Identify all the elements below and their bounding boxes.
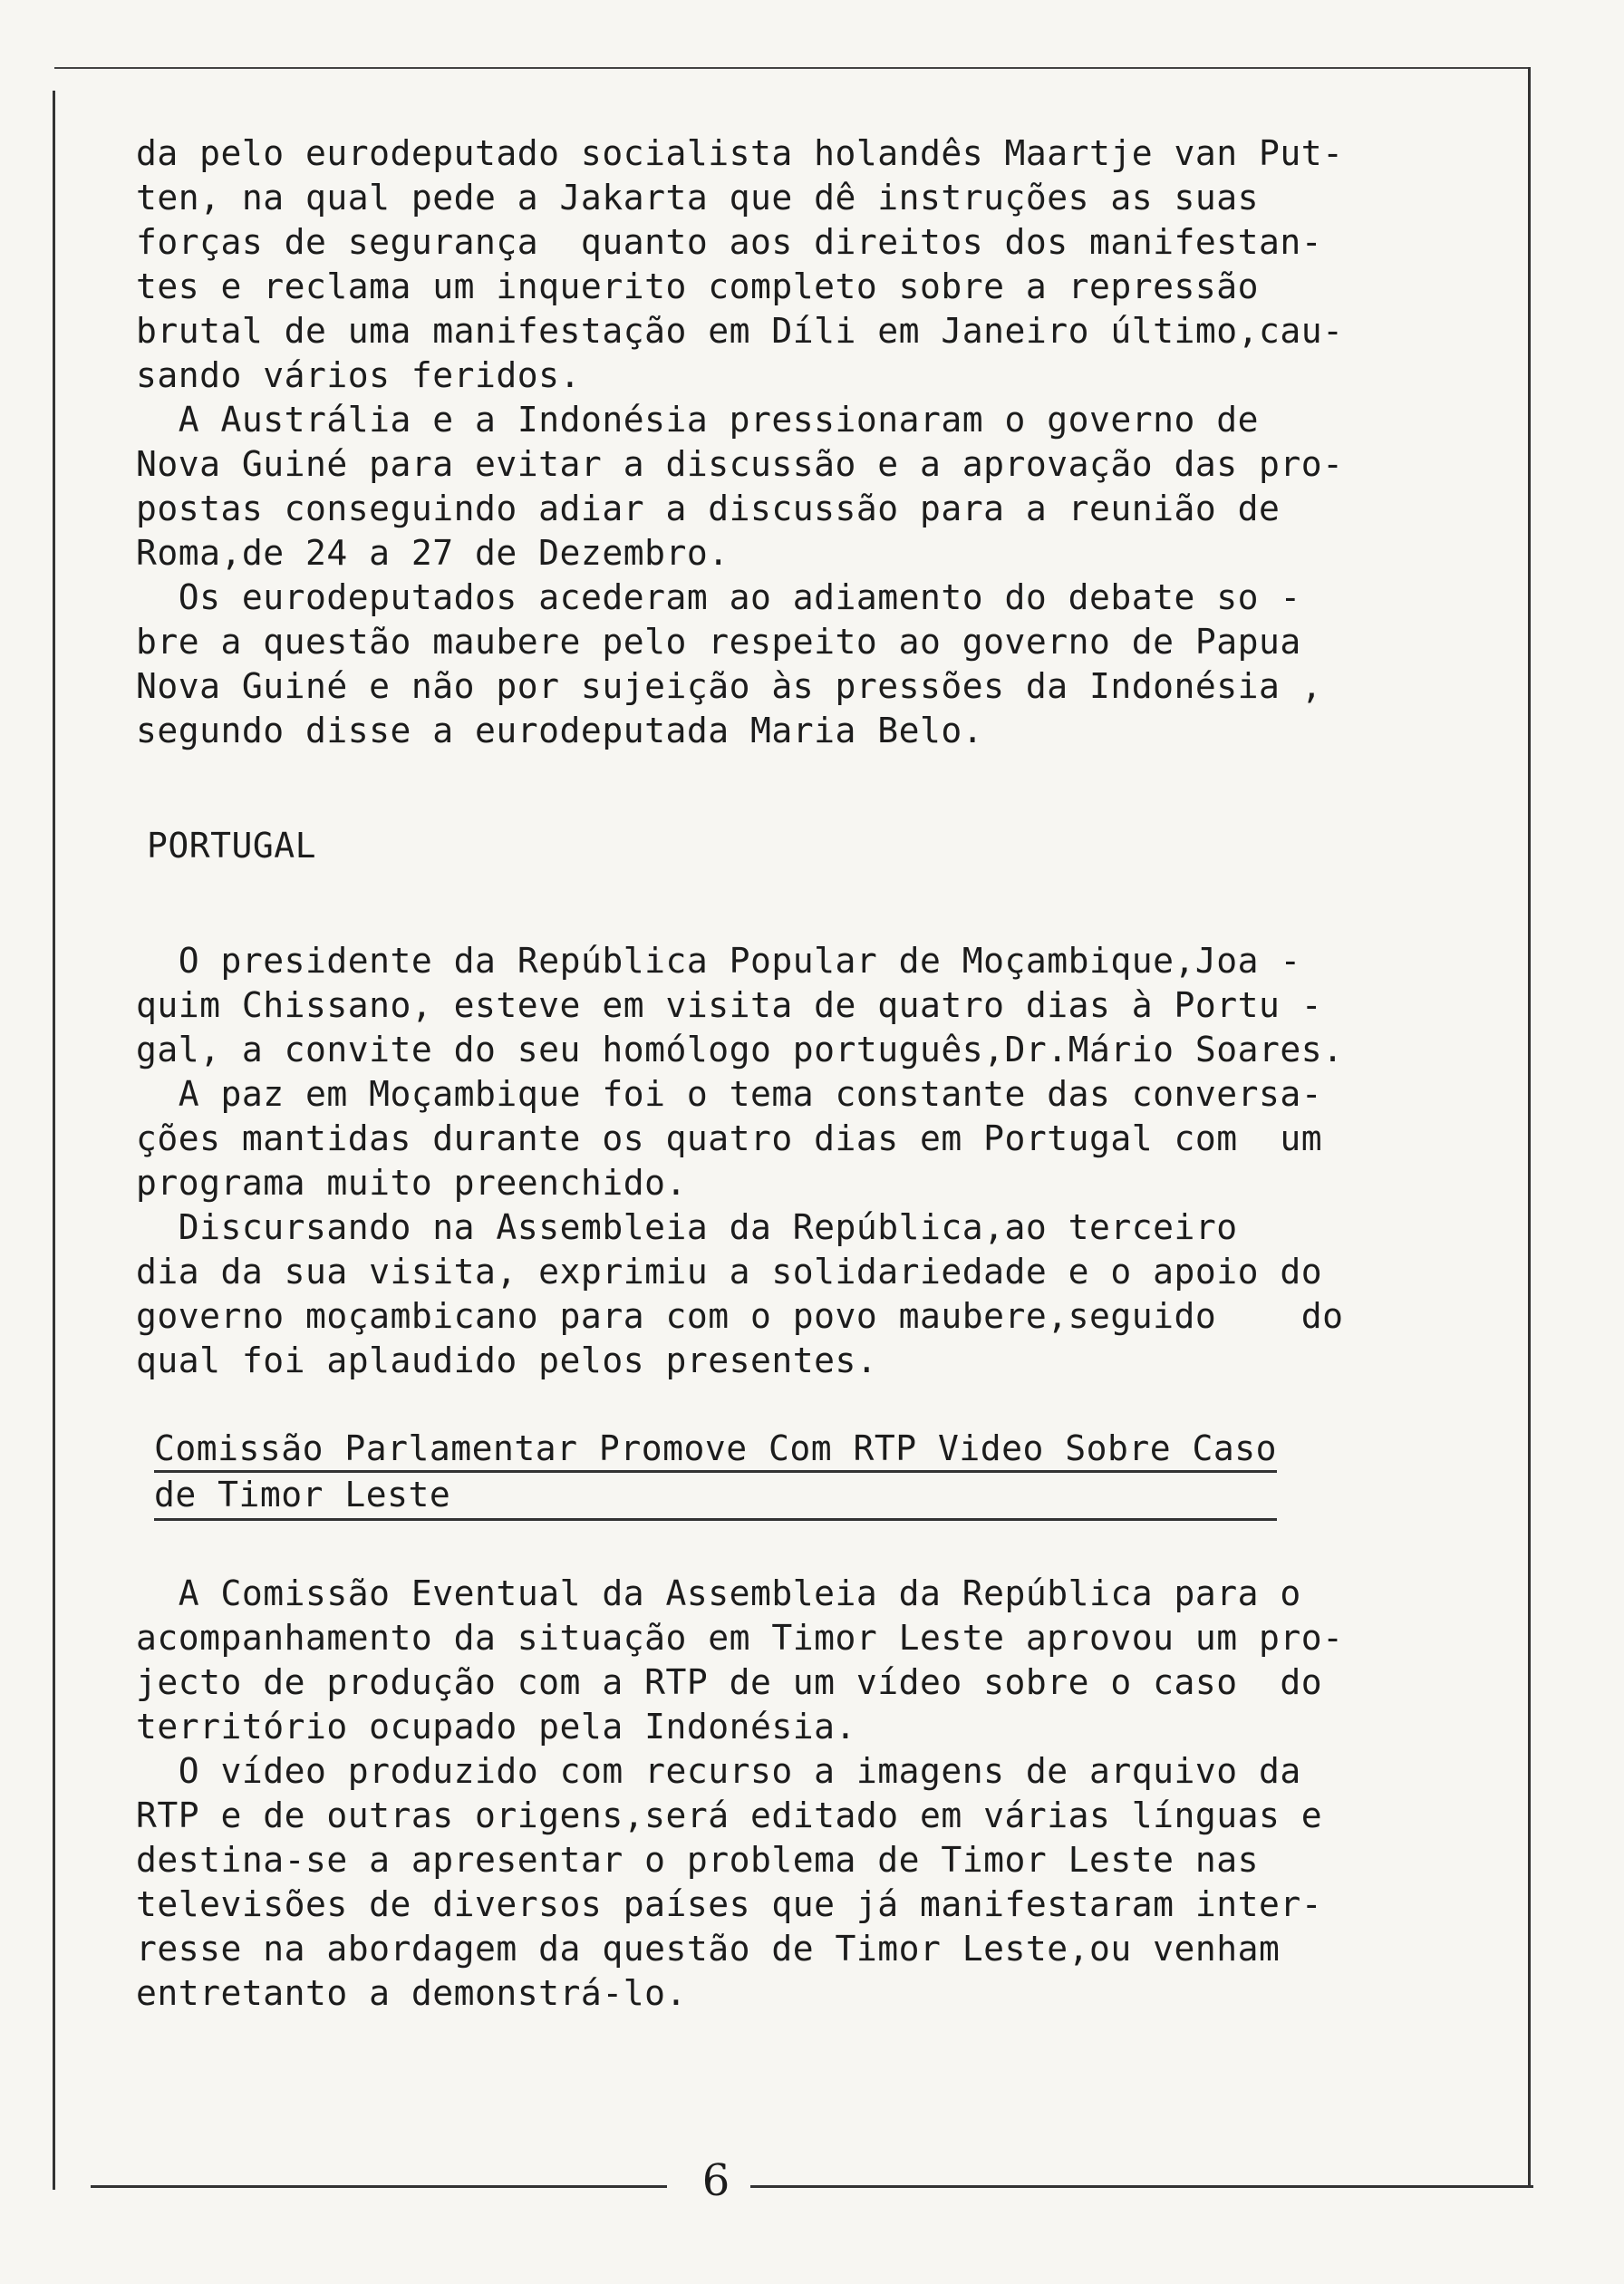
section-title-line1: Comissão Parlamentar Promove Com RTP Video Sobre Caso — [154, 1427, 1277, 1473]
heading-portugal: PORTUGAL — [147, 826, 317, 866]
section-title-line2: de Timor Leste — [154, 1475, 451, 1515]
footer-rule-right — [750, 2185, 1533, 2188]
paragraph-eurodeputados: Os eurodeputados acederam ao adiamento do debate so - bre a questão maubere pelo respeito ao governo de Papua Nova Guiné e não por sujeição às pressões da Indonésia , segundo disse a eurodeputada Maria Belo. — [136, 577, 1323, 750]
document-body — [136, 131, 1450, 2016]
paragraph-chissano: O presidente da República Popular de Moçambique,Joa - quim Chissano, esteve em visita de quatro dias à Portu - gal, a convite do seu homólogo português,Dr.Mário Soares. — [136, 941, 1344, 1069]
paragraph-discursando: Discursando na Assembleia da República,ao terceiro dia da sua visita, exprimiu a solidariedade e o apoio do governo moçambicano para com o povo maubere,seguido do qual foi aplaudido pelos presentes. — [136, 1207, 1344, 1380]
section-title — [154, 1427, 1277, 1521]
paragraph-paz: A paz em Moçambique foi o tema constante das conversa- ções mantidas durante os quatro dias em Portugal com um programa muito preenchido. — [136, 1074, 1323, 1203]
footer-rule-left — [91, 2185, 667, 2188]
page-frame-left — [53, 91, 55, 2190]
paragraph-comissao: A Comissão Eventual da Assembleia da República para o acompanhamento da situação em Timor Leste aprovou um pro- jecto de produção com a RTP de um vídeo sobre o caso do território ocupado pela Indonésia. — [136, 1573, 1344, 1747]
page-frame-right — [1528, 67, 1531, 2188]
page-frame-top — [54, 67, 1530, 69]
paragraph-video: O vídeo produzido com recurso a imagens de arquivo da RTP e de outras origens,será editado em várias línguas e destina-se a apresentar o problema de Timor Leste nas televisões de diversos países que já manifestaram inter- resse na abordagem da questão de Timor Leste,ou venham entretanto a demonstrá-lo. — [136, 1751, 1323, 2013]
paragraph-australia: A Austrália e a Indonésia pressionaram o governo de Nova Guiné para evitar a discussão e a aprovação das pro- postas conseguindo adiar a discussão para a reunião de Roma,de 24 a 27 de Dezembro. — [136, 400, 1344, 573]
paragraph-continuation: da pelo eurodeputado socialista holandês Maartje van Put- ten, na qual pede a Jakarta que dê instruções as suas forças de segurança quanto aos direitos dos manifestan- tes e reclama um inquerito completo sobre a repressão brutal de uma manifestação em Díli em Janeiro último,cau- sando vários feridos. — [136, 133, 1344, 395]
page-number: 6 — [701, 2155, 730, 2206]
